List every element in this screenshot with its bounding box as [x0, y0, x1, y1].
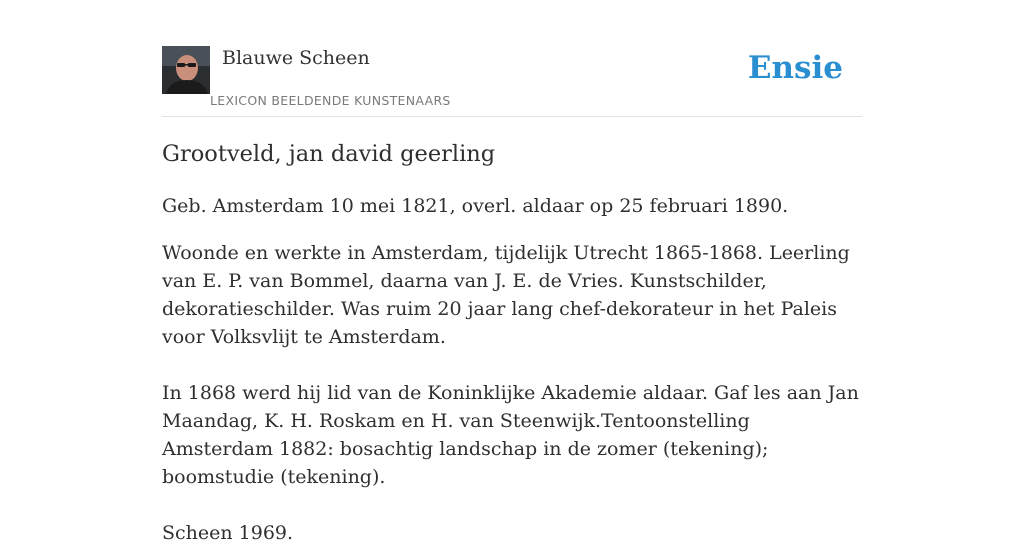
- person-photo-icon: [162, 46, 210, 94]
- source-label[interactable]: LEXICON BEELDENDE KUNSTENAARS: [210, 93, 451, 108]
- brand-logo[interactable]: Ensie: [747, 50, 843, 86]
- header: [162, 46, 862, 117]
- author-name[interactable]: Blauwe Scheen: [222, 47, 370, 69]
- article-paragraph: Woonde en werkte in Amsterdam, tijdelijk Utrecht 1865-1868. Leerling van E. P. van Bommel, daarna van J. E. de Vries. Kunstschilder, dekoratieschilder. Was ruim 20 jaar lang chef-dekorateur in het Paleis voor Volksvlijt te Amsterdam.: [162, 242, 850, 348]
- article-paragraph: Scheen 1969.: [162, 522, 294, 544]
- article: [162, 138, 862, 547]
- avatar[interactable]: [162, 46, 210, 94]
- article-title: Grootveld, jan david geerling: [162, 141, 496, 167]
- article-paragraph: Geb. Amsterdam 10 mei 1821, overl. aldaar op 25 februari 1890.: [162, 195, 789, 217]
- article-paragraph: In 1868 werd hij lid van de Koninklijke Akademie aldaar. Gaf les aan Jan Maandag, K. H. Roskam en H. van Steenwijk.Tentoonstelling Amsterdam 1882: bosachtig landschap in de zomer (tekening); boomstudie (tekening).: [162, 382, 859, 488]
